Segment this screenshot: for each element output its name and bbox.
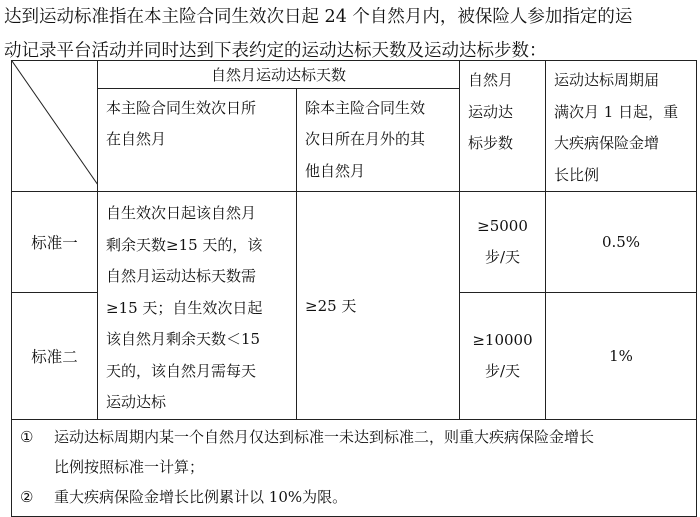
ratio-header-line: 长比例 (554, 165, 600, 184)
other-months-header-line: 除本主险合同生效 (305, 98, 426, 117)
steps-header-line: 自然月 (468, 71, 514, 89)
header-row-1 (12, 61, 697, 89)
diagonal-line (12, 61, 98, 185)
note-1-text-line: 运动达标周期内某一个自然月仅达到标准一未达到标准二，则重大疾病保险金增长 (54, 427, 595, 446)
other-months-header-line: 次日所在月外的其 (305, 130, 426, 149)
steps-unit: 步/天 (484, 247, 521, 266)
effective-month-header-line: 本主险合同生效次日所 (106, 98, 257, 117)
rule-line: 天的，该自然月需每天 (106, 361, 257, 380)
standard-one-steps (460, 192, 546, 293)
steps-unit: 步/天 (484, 361, 521, 380)
standard-one-label: 标准一 (12, 192, 98, 293)
rule-line: 运动达标 (106, 393, 167, 411)
ratio-header (546, 61, 697, 192)
standard-two-ratio: 1% (546, 292, 697, 419)
other-months-header (297, 88, 460, 191)
rule-line: 该自然月剩余天数＜15 (106, 330, 261, 348)
steps-header-line: 标步数 (468, 134, 514, 152)
note-1-text-continued: 比例按照标准一计算； (54, 457, 205, 476)
steps-header (460, 61, 546, 192)
exercise-standard-table (11, 60, 697, 517)
notes-row (12, 419, 697, 516)
other-months-rule: ≥25 天 (297, 192, 460, 420)
days-group-header: 自然月运动达标天数 (98, 61, 460, 89)
ratio-header-line: 运动达标周期届 (554, 71, 660, 89)
effective-month-header-line: 在自然月 (106, 130, 167, 149)
note-1-number: ① (20, 427, 34, 446)
effective-month-rule (98, 192, 297, 420)
ratio-header-line: 满次月 1 日起，重 (554, 102, 679, 121)
notes-cell (12, 419, 697, 516)
standard-two-label: 标准二 (12, 292, 98, 419)
intro-line-1: 达到运动标准指在本主险合同生效次日起 24 个自然月内，被保险人参加指定的运 (4, 7, 633, 27)
standard-one-ratio: 0.5% (546, 192, 697, 293)
ratio-header-line: 大疾病保险金增 (554, 134, 660, 152)
intro-line-2: 动记录平台活动并同时达到下表约定的运动达标天数及运动达标步数： (4, 41, 547, 61)
steps-header-line: 运动达 (468, 102, 514, 121)
rule-line: 自生效次日起该自然月 (106, 204, 257, 222)
steps-value: ≥5000 (477, 216, 528, 235)
rule-line: 自然月运动达标天数需 (106, 267, 257, 285)
other-months-header-line: 他自然月 (305, 161, 366, 180)
note-2-text-line: 重大疾病保险金增长比例累计以 10%为限。 (54, 487, 348, 506)
rule-line: 剩余天数≥15 天的，该 (106, 235, 263, 254)
rule-line: ≥15 天；自生效次日起 (106, 298, 263, 317)
standard-two-steps (460, 292, 546, 419)
diagonal-header-cell (12, 61, 98, 192)
effective-month-header (98, 88, 297, 191)
intro-paragraph (4, 0, 700, 68)
note-1 (20, 422, 688, 452)
steps-value: ≥10000 (472, 330, 533, 349)
note-2 (20, 482, 688, 512)
standard-one-row (12, 192, 697, 293)
note-2-number: ② (20, 487, 34, 506)
